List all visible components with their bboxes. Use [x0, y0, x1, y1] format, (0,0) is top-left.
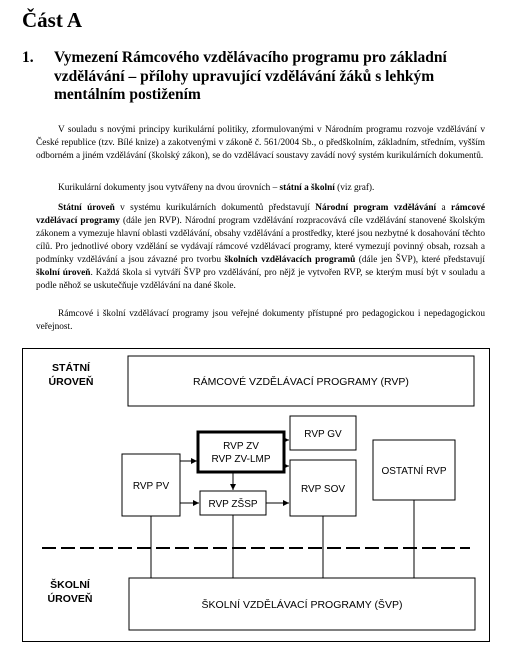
p3-part-j: . Každá škola si vytváří ŠVP pro vzdělávání, pro nějž je vytvořen RVP, se kterým musí být v souladu a podle něhož se uskutečňuje vzdělávání na dané škole.: [36, 268, 485, 291]
p2-part-c: (viz graf).: [334, 183, 375, 193]
rvp-sov-label: RVP SOV: [300, 484, 346, 495]
paragraph-2-text: [36, 182, 485, 195]
ostatni-rvp-label: OSTATNÍ RVP: [381, 466, 447, 477]
section-title: Vymezení Rámcového vzdělávacího programu pro základní vzdělávání – přílohy upravující vzdělávání žáků s lehkým mentálním postižením: [54, 49, 447, 103]
paragraph-levels: [36, 182, 485, 195]
rvp-zv-label-line2: RVP ZV-LMP: [211, 454, 271, 465]
p3-part-d: a: [436, 203, 451, 213]
paragraph-1-text: V souladu s novými principy kurikulární politiky, zformulovanými v Národním programu rozvoje vzdělávání v České republice (tzv. Bílé knize) a zakotvenými v zákoně č. 561/2004 Sb., o předškolním, základním, středním, vyšším odborném a jiném vzdělávání (školský zákon), se do vzdělávací soustavy zavádí nový systém kurikulárních dokumentů.: [36, 125, 485, 161]
curriculum-diagram: [22, 348, 490, 642]
p3-part-h: (dále jen ŠVP), které představují: [355, 255, 485, 265]
state-level-label-line2: ÚROVEŇ: [48, 376, 94, 388]
paragraph-4-text: Rámcové i školní vzdělávací programy jsou veřejné dokumenty přístupné pro pedagogickou i nepedagogickou veřejnost.: [36, 309, 485, 332]
rvp-pv-label: RVP PV: [132, 481, 170, 492]
rvp-box-label: RÁMCOVÉ VZDĚLÁVACÍ PROGRAMY (RVP): [193, 376, 409, 388]
state-level-label-line1: STÁTNÍ: [52, 362, 90, 374]
school-level-label-line2: ÚROVEŇ: [47, 593, 93, 605]
p2-bold-levels: státní a školní: [279, 183, 335, 193]
p3-bold-framework-programs: rámcové vzdělávací programy: [36, 203, 486, 226]
paragraph-3-text: [36, 202, 485, 293]
rvp-zssp-label: RVP ZŠSP: [208, 499, 258, 510]
rvp-zv-box: [198, 432, 284, 472]
paragraph-public: [36, 308, 485, 334]
rvp-gv-label: RVP GV: [304, 429, 342, 440]
p3-bold-school-programs: školních vzdělávacích programů: [224, 255, 356, 265]
rvp-zv-label-line1: RVP ZV: [223, 441, 259, 452]
svp-box-label: ŠKOLNÍ VZDĚLÁVACÍ PROGRAMY (ŠVP): [201, 599, 403, 611]
school-level-label-line1: ŠKOLNÍ: [50, 579, 90, 591]
part-title: Část A: [22, 8, 83, 32]
section-number: 1.: [22, 49, 34, 66]
p3-bold-national-program: Národní program vzdělávání: [315, 203, 437, 213]
paragraph-intro: [36, 124, 485, 163]
p3-part-b: v systému kurikulárních dokumentů představují: [114, 203, 316, 213]
paragraph-state-level: [36, 202, 485, 293]
p3-bold-state-level: Státní úroveň: [58, 203, 115, 213]
p3-part-f: (dále jen RVP). Národní program vzdělávání rozpracovává cíle vzdělávání stanovené školským zákonem a vymezuje hlavní oblasti vzdělávání, obsahy vzdělávání a prostředky, které jsou nezbytné k dosahování těchto cílů. Pro jednotlivé obory vzdělání se vydávají rámcové vzdělávací programy, které vymezují povinný obsah, rozsah a podmínky vzdělávání a jsou závazné pro tvorbu: [36, 216, 485, 265]
p2-part-a: Kurikulární dokumenty jsou vytvářeny na dvou úrovních –: [58, 183, 280, 193]
p3-bold-school-level: školní úroveň: [36, 268, 91, 278]
